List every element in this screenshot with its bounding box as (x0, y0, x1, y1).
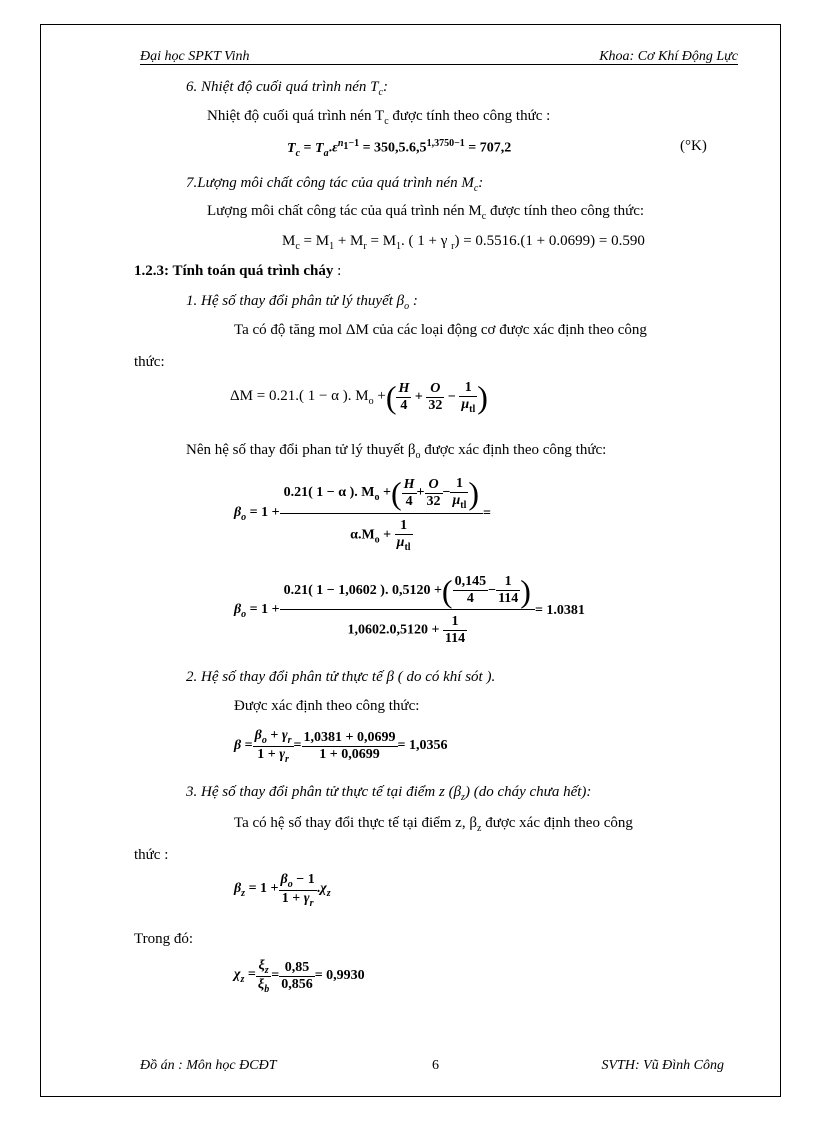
s3-beta-z-equation: $\beta_z = 1$ + $\frac{\beta_o - 1}{1 + \gamma_r}$ $.\chi_z$ (234, 872, 331, 909)
s3-title: 3. Hệ số thay đổi phân tử thực tế tại điểm z $(\beta_z)$ (do cháy chưa hết): (186, 784, 592, 803)
s3-trong-do: Trong đó: (134, 931, 194, 947)
footer-page-number: 6 (432, 1058, 439, 1073)
header-rule (140, 64, 738, 65)
s1-text1: Ta có độ tăng mol ΔM của các loại động cơ được xác định theo công (234, 322, 647, 338)
s1-beta-general: $\beta_o = 1$ + 0.21( 1 − α ). $M_o$ + ( H 4 + O 32 − 1 $\mu_{tl}$ ) $\alpha.M_o$ + 1 $\mu_{tl}$ = (234, 475, 492, 553)
s3-text1: Ta có hệ số thay đổi thực tế tại điểm z, $\beta_z$ được xác định theo công (234, 815, 633, 834)
s1-delta-equation: ΔM = 0.21.( 1 − α ). $M_o$ + ( $\frac{H}{4}$ + $\frac{O}{32}$ − 1 $\mu_{tl}$ ) (230, 379, 488, 416)
sec6-text: Nhiệt độ cuối quá trình nén $T_c$ được tính theo công thức : (207, 108, 551, 127)
header-school: Đại học SPKT Vinh (140, 49, 250, 64)
sec7-equation: $M_c = M_1 + M_r = M_1$. ( 1 + γ $_r$) = 0.5516.(1 + 0.0699) = 0.590 (282, 233, 645, 252)
s2-title: 2. Hệ số thay đổi phân tử thực tế β ( do có khí sót ). (186, 669, 496, 685)
s3-chi-equation: $\chi_z$ = $\frac{\xi_z}{\xi_b}$ = $\frac{0,85}{0,856}$ = 0,9930 (234, 958, 365, 995)
header-faculty: Khoa: Cơ Khí Động Lực (599, 49, 738, 64)
s1-beta-numeric: $\beta_o = 1$ + 0.21( 1 − 1,0602 ). 0,5120 + ( 0,145 4 − 1 114 ) 1,0602.0,5120 + $\frac{1}{114}$ = 1.0381 (234, 572, 585, 646)
s1-title: 1. Hệ số thay đổi phân tử lý thuyết $\beta_o$ : (186, 293, 418, 312)
s1-text3: Nên hệ số thay đổi phan tử lý thuyết $\beta_o$ được xác định theo công thức: (186, 442, 607, 461)
sec7-title: 7.Lượng môi chất công tác của quá trình nén $M_c$: (186, 175, 484, 194)
sec6-title: 6. Nhiệt độ cuối quá trình nén $T_c$: (186, 79, 388, 98)
sec123-title: 1.2.3: Tính toán quá trình cháy : (134, 263, 342, 279)
s2-equation: β = $\frac{\beta_o + \gamma_r}{1 + \gamma_r}$ = $\frac{1,0381 + 0,0699}{1 + 0,0699}$ = 1,0356 (234, 728, 448, 765)
s2-text: Được xác định theo công thức: (234, 698, 420, 714)
sec7-text: Lượng môi chất công tác của quá trình nén $M_c$ được tính theo công thức: (207, 203, 645, 222)
s3-text2: thức : (134, 847, 169, 863)
sec6-unit: (°K) (680, 138, 707, 154)
footer-course: Đồ án : Môn học ĐCĐT (140, 1058, 277, 1073)
sec6-equation: $T_c = T_a.\varepsilon^{n_1-1} = 350,5.6,5^{1,3750-1} = 707,2$ (287, 138, 512, 159)
s1-text2: thức: (134, 354, 165, 370)
footer-student: SVTH: Vũ Đình Công (601, 1058, 724, 1073)
